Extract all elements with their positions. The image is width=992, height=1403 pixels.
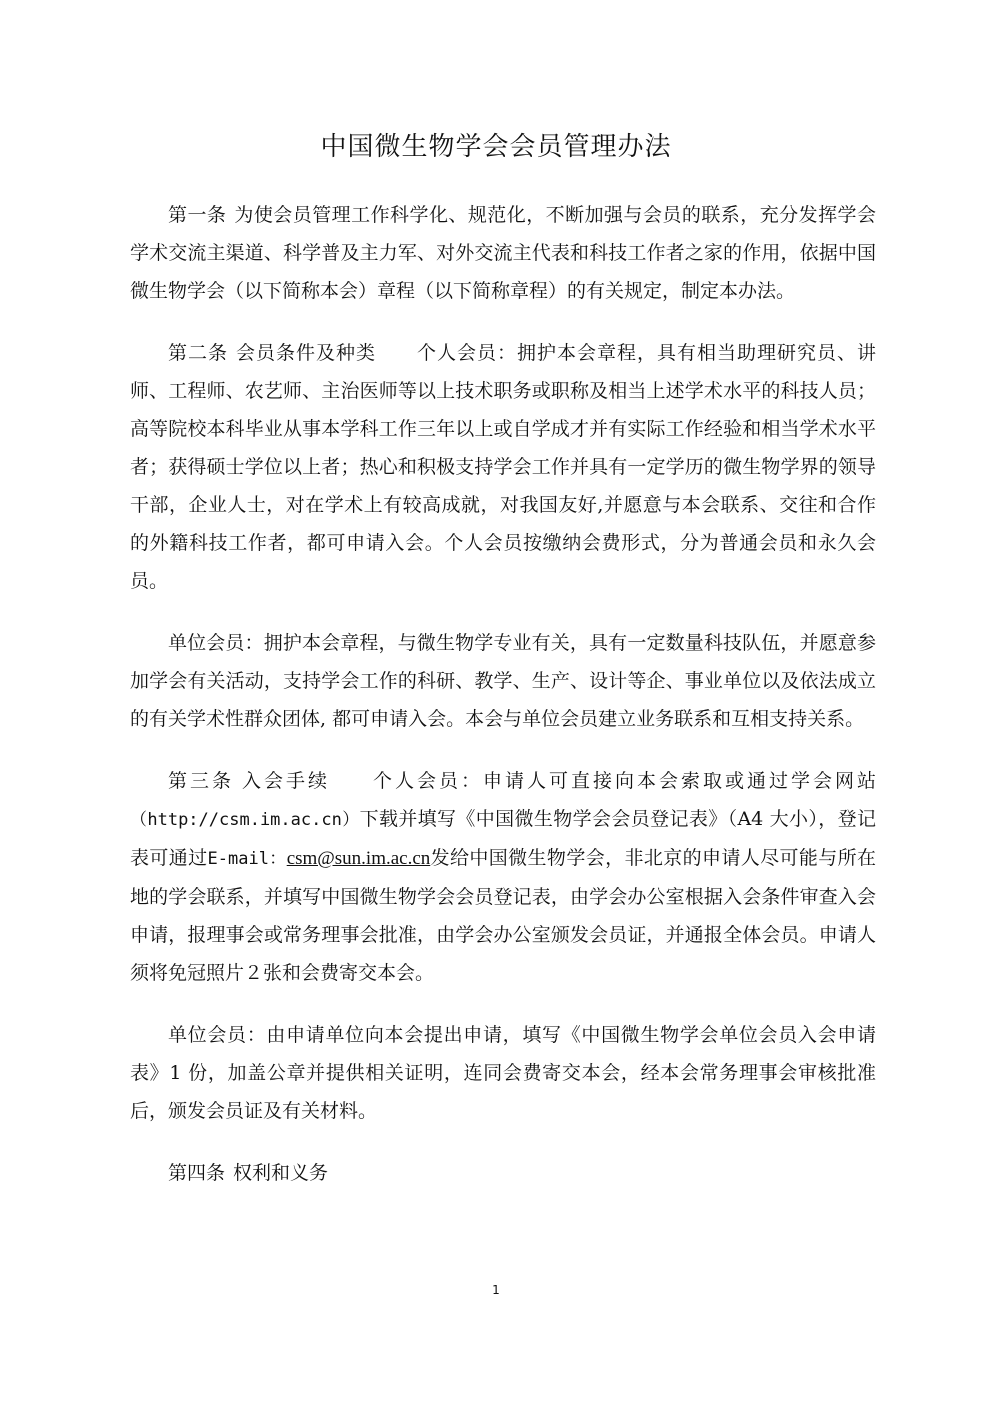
website-link[interactable]: （http://csm.im.ac.cn）	[130, 810, 360, 830]
article-3	[130, 762, 876, 992]
article-2-heading: 第二条	[168, 342, 228, 364]
article-3-unit: 单位会员：由申请单位向本会提出申请，填写《中国微生物学会单位会员入会申请表》1 份，加盖公章并提供相关证明，连同会费寄交本会，经本会常务理事会审核批准后，颁发会员证及有关材料。	[130, 1024, 876, 1122]
article-2	[130, 334, 876, 600]
article-3-heading: 第三条	[168, 770, 234, 792]
article-3-individual-part1: 个人会员：申请人可直接向本会索取或通过学会网站	[370, 770, 876, 792]
page-number: 1	[492, 1283, 500, 1297]
article-1-heading: 第一条	[168, 204, 227, 226]
page-title: 中国微生物学会会员管理办法	[320, 132, 672, 162]
article-3-individual-part2: 下载并填写《中国微生物学会会员登记表》（A4 大小），登记表可通过	[130, 808, 876, 869]
email-link[interactable]: csm@sun.im.ac.cn	[286, 848, 431, 869]
article-3-individual-part3: 发给中国微生物学会，非北京的申请人尽可能与所在地的学会联系，并填写中国微生物学会会员登记表，由学会办公室根据入会条件审查入会申请，报理事会或常务理事会批准，由学会办公室颁发会员证，并通报全体会员。申请人须将免冠照片２张和会费寄交本会。	[130, 847, 876, 984]
article-4-subtitle: 权利和义务	[233, 1162, 329, 1184]
article-4	[130, 1154, 876, 1192]
email-label: E-mail：	[207, 849, 287, 869]
article-2-subtitle: 会员条件及种类	[236, 342, 376, 364]
article-4-heading: 第四条	[168, 1162, 226, 1184]
article-1-text: 为使会员管理工作科学化、规范化，不断加强与会员的联系，充分发挥学会学术交流主渠道、科学普及主力军、对外交流主代表和科技工作者之家的作用，依据中国微生物学会（以下简称本会）章程（以下简称章程）的有关规定，制定本办法。	[130, 204, 876, 302]
article-2-individual: 个人会员：拥护本会章程，具有相当助理研究员、讲师、工程师、农艺师、主治医师等以上技术职务或职称及相当上述学术水平的科技人员；高等院校本科毕业从事本学科工作三年以上或自学成才并有实际工作经验和相当学术水平者；获得硕士学位以上者；热心和积极支持学会工作并具有一定学历的微生物学界的领导干部，企业人士，对在学术上有较高成就，对我国友好,并愿意与本会联系、交往和合作的外籍科技工作者，都可申请入会。个人会员按缴纳会费形式，分为普通会员和永久会员。	[130, 342, 876, 592]
article-2-unit: 单位会员：拥护本会章程，与微生物学专业有关，具有一定数量科技队伍，并愿意参加学会有关活动，支持学会工作的科研、教学、生产、设计等企、事业单位以及依法成立的有关学术性群众团体, 都可申请入会。本会与单位会员建立业务联系和互相支持关系。	[130, 632, 876, 730]
article-3-subtitle: 入会手续	[242, 770, 330, 792]
article-1	[130, 196, 876, 310]
document-body	[130, 196, 876, 1216]
